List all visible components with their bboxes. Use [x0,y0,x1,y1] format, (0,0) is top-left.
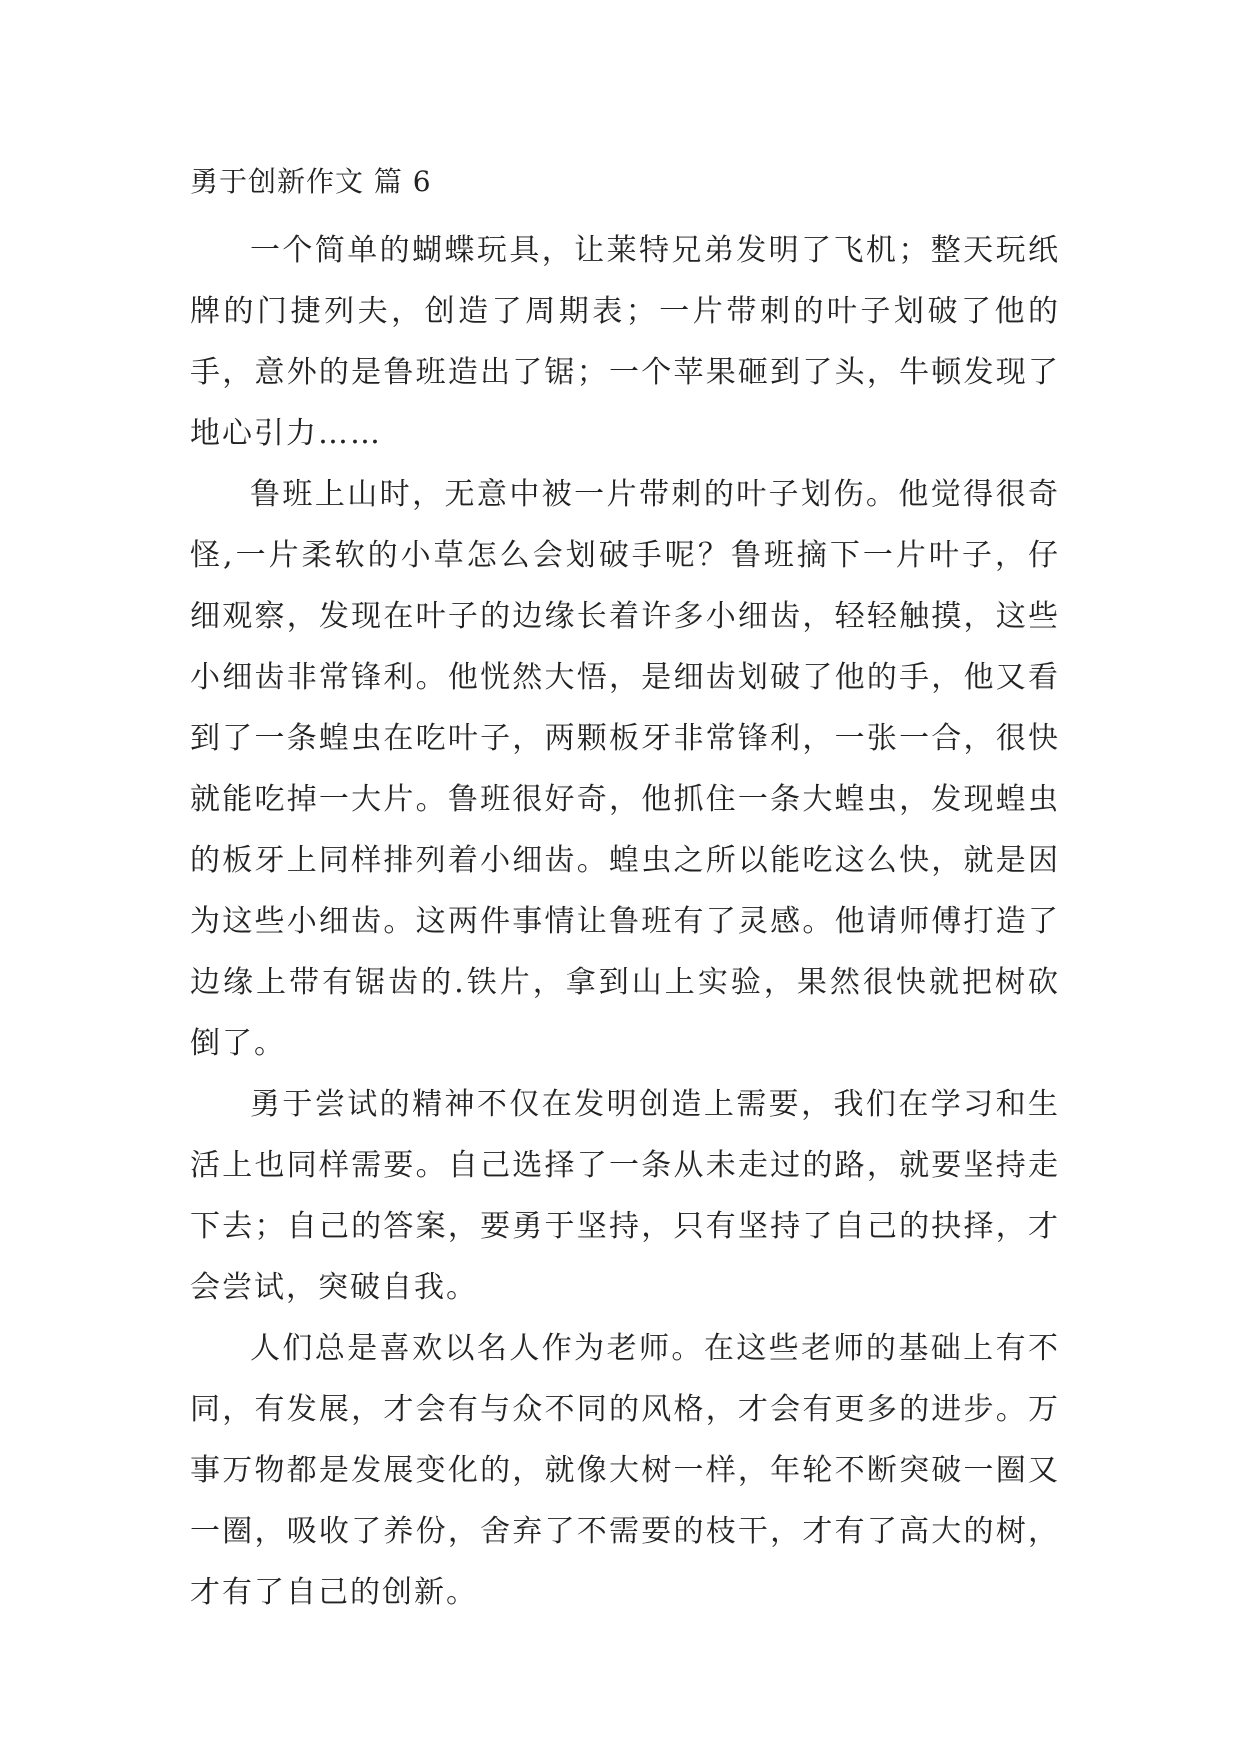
paragraph-4: 人们总是喜欢以名人作为老师。在这些老师的基础上有不同，有发展，才会有与众不同的风格，才会有更多的进步。万事万物都是发展变化的，就像大树一样，年轮不断突破一圈又一圈，吸收了养份，舍弃了不需要的枝干，才有了高大的树，才有了自己的创新。 [190,1331,1060,1610]
paragraph-3: 勇于尝试的精神不仅在发明创造上需要，我们在学习和生活上也同样需要。自己选择了一条从未走过的路，就要坚持走下去；自己的答案，要勇于坚持，只有坚持了自己的抉择，才会尝试，突破自我。 [190,1087,1060,1305]
paragraph-1: 一个简单的蝴蝶玩具，让莱特兄弟发明了飞机；整天玩纸牌的门捷列夫，创造了周期表；一片带刺的叶子划破了他的手，意外的是鲁班造出了锯；一个苹果砸到了头，牛顿发现了地心引力…… [190,233,1060,451]
document-page [190,162,1060,1623]
paragraph-2: 鲁班上山时，无意中被一片带刺的叶子划伤。他觉得很奇怪,一片柔软的小草怎么会划破手呢？鲁班摘下一片叶子，仔细观察，发现在叶子的边缘长着许多小细齿，轻轻触摸，这些小细齿非常锋利。他恍然大悟，是细齿划破了他的手，他又看到了一条蝗虫在吃叶子，两颗板牙非常锋利，一张一合，很快就能吃掉一大片。鲁班很好奇，他抓住一条大蝗虫，发现蝗虫的板牙上同样排列着小细齿。蝗虫之所以能吃这么快，就是因为这些小细齿。这两件事情让鲁班有了灵感。他请师傅打造了边缘上带有锯齿的.铁片，拿到山上实验，果然很快就把树砍倒了。 [190,477,1060,1061]
document-title: 勇于创新作文 篇 6 [190,165,432,198]
